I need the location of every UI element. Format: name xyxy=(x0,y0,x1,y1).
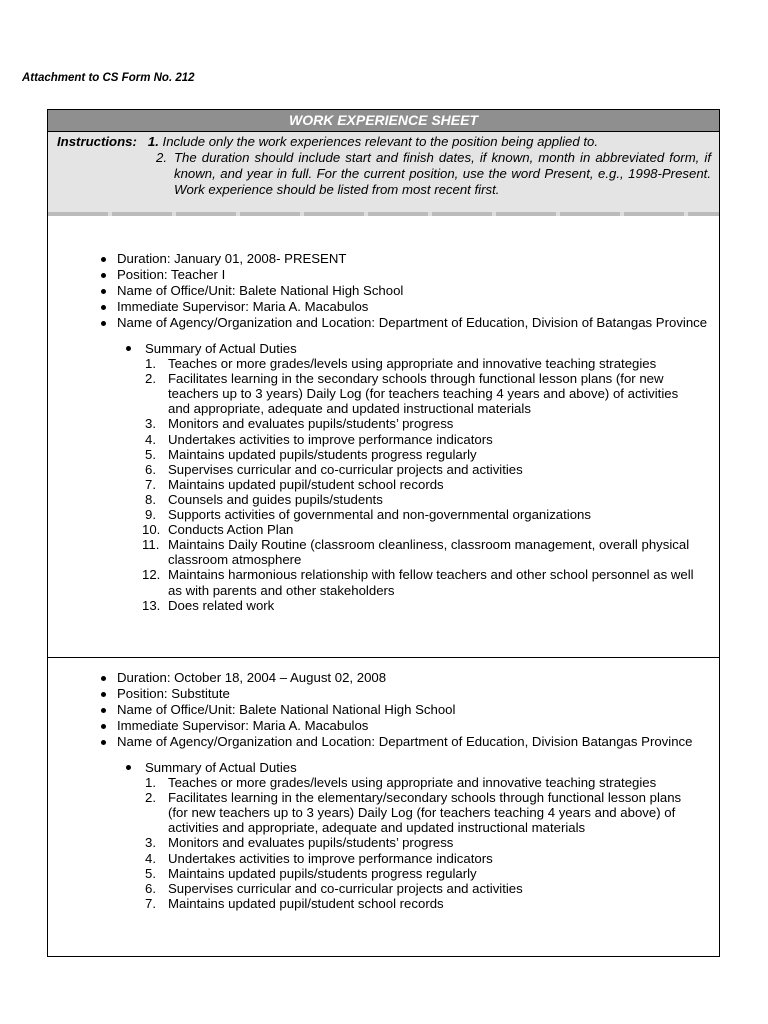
duty-number: 7. xyxy=(145,476,156,492)
duty-text: Supervises curricular and co-curricular projects and activities xyxy=(168,880,523,896)
duty-item xyxy=(145,416,712,431)
duty-item xyxy=(145,896,712,911)
duty-number: 4. xyxy=(145,850,156,866)
immediate-supervisor: Immediate Supervisor: Maria A. Macabulos xyxy=(100,718,712,734)
duty-text: Supervises curricular and co-curricular projects and activities xyxy=(168,461,523,477)
duty-number: 2. xyxy=(145,371,156,387)
duty-text: Counsels and guides pupils/students xyxy=(168,491,383,507)
duty-text: Undertakes activities to improve performance indicators xyxy=(168,850,493,866)
duty-number: 11. xyxy=(142,537,160,553)
duty-number: 9. xyxy=(145,507,156,523)
duty-number: 5. xyxy=(145,446,156,462)
duty-text: Supports activities of governmental and non-governmental organizations xyxy=(168,507,591,523)
duty-number: 4. xyxy=(145,431,156,447)
duty-text: Facilitates learning in the elementary/secondary schools through functional lesson plans (for new teachers up to 3 years) Daily Log (for teachers teaching 4 years and above) of activities and appropriate, adequate and updated instructional materials xyxy=(168,790,682,836)
duty-item xyxy=(145,851,712,866)
duty-text: Maintains updated pupils/students progress regularly xyxy=(168,446,477,462)
instruction-text: Include only the work experiences relevant to the position being applied to. xyxy=(162,134,598,149)
duty-item xyxy=(145,447,712,462)
duty-item xyxy=(145,835,712,850)
duty-item xyxy=(145,477,712,492)
duty-number: 6. xyxy=(145,880,156,896)
duty-number: 2. xyxy=(145,790,156,806)
duty-number: 6. xyxy=(145,461,156,477)
duration: Duration: October 18, 2004 – August 02, 2008 xyxy=(100,670,712,686)
sheet-title: WORK EXPERIENCE SHEET xyxy=(48,110,719,132)
duty-text: Monitors and evaluates pupils/students’ progress xyxy=(168,416,454,432)
duty-item xyxy=(145,492,712,507)
duty-text: Maintains harmonious relationship with fellow teachers and other school personnel as well as with parents and other stakeholders xyxy=(168,567,694,598)
duties-list xyxy=(125,356,712,613)
duty-item xyxy=(142,537,712,568)
duty-number: 8. xyxy=(145,491,156,507)
duty-item xyxy=(145,432,712,447)
duty-text: Facilitates learning in the secondary schools through functional lesson plans (for new teachers up to 3 years) Daily Log (for teachers teaching 4 years and above) of activities and appropriate, adequate and updated instructional materials xyxy=(168,371,679,417)
duty-number: 3. xyxy=(145,416,156,432)
instruction-number: 1. xyxy=(147,134,159,149)
duty-text: Maintains Daily Routine (classroom cleanliness, classroom management, overall physical classroom atmosphere xyxy=(168,537,690,568)
duty-item xyxy=(145,775,712,790)
attachment-label: Attachment to CS Form No. 212 xyxy=(22,72,195,84)
instruction-number: 2. xyxy=(156,150,167,165)
work-entry xyxy=(48,670,719,911)
duty-item xyxy=(145,881,712,896)
instruction-text: The duration should include start and finish dates, if known, month in abbreviated form, if known, and year in full. For the current position, use the word Present, e.g., 1998-Present. Work experience should be listed from most recent first. xyxy=(174,150,711,197)
duty-number: 1. xyxy=(145,775,156,791)
duty-text: Undertakes activities to improve performance indicators xyxy=(168,431,493,447)
duty-number: 10. xyxy=(142,522,161,538)
duty-item xyxy=(142,522,712,538)
duty-item xyxy=(145,462,712,477)
duty-text: Maintains updated pupil/student school records xyxy=(168,895,444,911)
instruction-line-1 xyxy=(57,134,711,150)
duty-text: Teaches or more grades/levels using appropriate and innovative teaching strategies xyxy=(168,356,657,372)
duty-text: Maintains updated pupils/students progress regularly xyxy=(168,865,477,881)
duty-item xyxy=(145,371,712,416)
position: Position: Substitute xyxy=(100,686,712,702)
summary-of-duties xyxy=(48,760,712,911)
entry-divider xyxy=(48,657,719,658)
summary-title: Summary of Actual Duties xyxy=(125,341,712,356)
duty-text: Conducts Action Plan xyxy=(168,522,294,538)
work-experience-sheet xyxy=(47,109,720,957)
duty-number: 3. xyxy=(145,835,156,851)
duty-item xyxy=(145,790,712,835)
office-unit: Name of Office/Unit: Balete National National High School xyxy=(100,702,712,718)
position: Position: Teacher I xyxy=(100,267,712,283)
entry-details xyxy=(48,251,712,331)
duty-number: 12. xyxy=(142,567,161,583)
duties-list xyxy=(125,775,712,911)
instructions-label: Instructions: xyxy=(57,134,137,149)
instructions-panel xyxy=(48,132,719,214)
office-unit: Name of Office/Unit: Balete National High School xyxy=(100,283,712,299)
immediate-supervisor: Immediate Supervisor: Maria A. Macabulos xyxy=(100,299,712,315)
duty-number: 13. xyxy=(142,597,161,613)
instruction-line-2 xyxy=(156,150,711,198)
duty-number: 1. xyxy=(145,356,156,372)
summary-of-duties xyxy=(48,341,712,613)
duty-text: Teaches or more grades/levels using appropriate and innovative teaching strategies xyxy=(168,775,657,791)
duty-text: Does related work xyxy=(168,597,275,613)
entry-details xyxy=(48,670,712,750)
duration: Duration: January 01, 2008- PRESENT xyxy=(100,251,712,267)
agency-location: Name of Agency/Organization and Location: Department of Education, Division Batangas Province xyxy=(100,734,712,750)
duty-text: Monitors and evaluates pupils/students’ progress xyxy=(168,835,454,851)
duty-item xyxy=(142,597,712,613)
duty-item xyxy=(145,866,712,881)
divider xyxy=(48,212,719,216)
duty-text: Maintains updated pupil/student school records xyxy=(168,476,444,492)
summary-title: Summary of Actual Duties xyxy=(125,760,712,775)
duty-number: 5. xyxy=(145,865,156,881)
duty-item xyxy=(142,567,712,598)
duty-item xyxy=(145,507,712,522)
work-entry xyxy=(48,251,719,613)
agency-location: Name of Agency/Organization and Location: Department of Education, Division of Batangas Province xyxy=(100,315,712,331)
duty-item xyxy=(145,356,712,371)
duty-number: 7. xyxy=(145,895,156,911)
